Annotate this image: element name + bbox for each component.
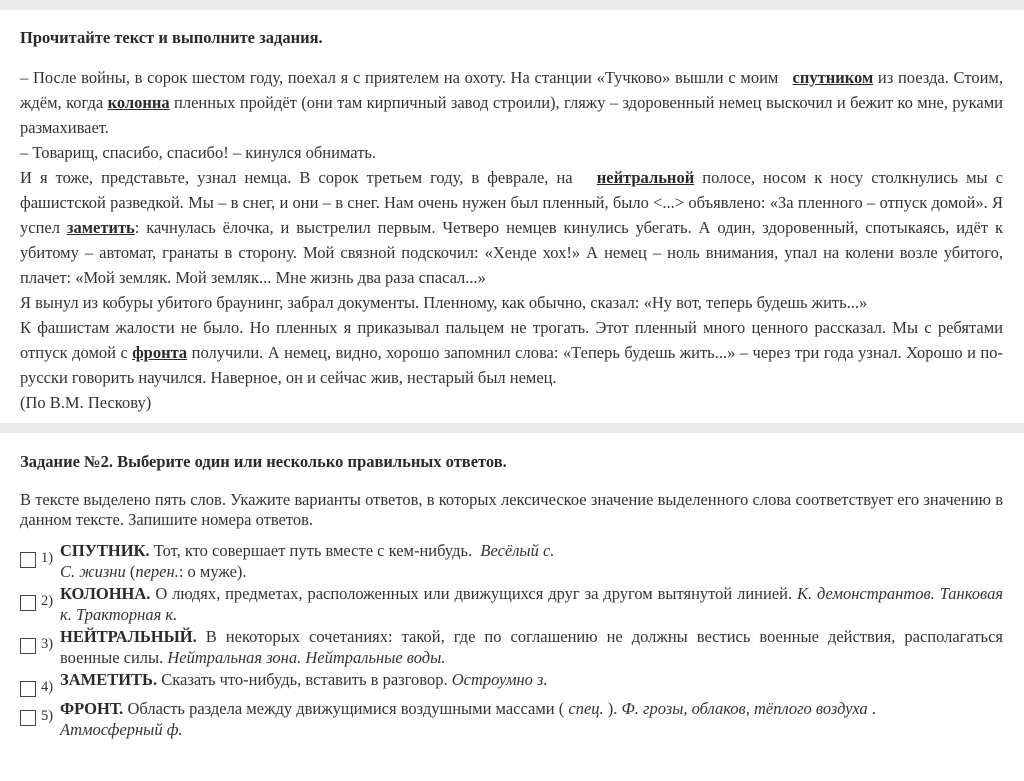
answer-checkbox-4[interactable] [20, 681, 36, 697]
reading-text [20, 65, 1003, 415]
option-text [60, 540, 1003, 582]
option-definition: Тот, кто совершает путь вместе с кем-нибудь. [153, 541, 473, 560]
paragraph-5-part-b: получили. А немец, видно, хорошо запомнил слова: «Теперь будешь жить...» – через три года узнал. Хорошо и по-русски говорить научился. Наверное, он и сейчас жив, нестарый был немец. [20, 343, 1003, 387]
answer-checkbox-2[interactable] [20, 595, 36, 611]
paragraph-3 [20, 165, 1003, 290]
answer-option-2[interactable] [20, 583, 1003, 625]
option-definition: Сказать что-нибудь, вставить в разговор. [161, 670, 448, 689]
option-term: ФРОНТ. [60, 699, 124, 718]
option-example: спец. [568, 699, 604, 718]
paragraph-1-part-a: – После войны, в сорок шестом году, поехал я с приятелем на охоту. На станции «Тучково» вышли с моим [20, 68, 779, 87]
task-heading: Задание №2. Выберите один или несколько правильных ответов. [20, 452, 507, 471]
paragraph-1 [20, 65, 1003, 140]
answer-options [20, 540, 1003, 740]
option-term: СПУТНИК. [60, 541, 150, 560]
source-attribution: (По В.М. Пескову) [20, 393, 152, 412]
option-number: 4) [41, 679, 54, 695]
paragraph-3-part-b: полосе, носом к носу столкнулись мы с фашистской разведкой. Мы – в снег, и они – в снег. Нам очень нужен был пленный, было <...> объявлено: «За пленного – отпуск домой». Я успел [20, 168, 1003, 237]
option-example: : о муже). [178, 562, 247, 581]
top-divider-band [0, 0, 1024, 10]
option-number: 5) [41, 708, 54, 724]
option-example: ). [607, 699, 618, 718]
task-card [0, 433, 1024, 740]
option-definition: В некоторых сочетаниях: такой, где по соглашению не должны вестись военные действия, располагаться военные силы. [60, 627, 1003, 667]
option-example: С. жизни [60, 562, 126, 581]
paragraph-2: – Товарищ, спасибо, спасибо! – кинулся обнимать. [20, 143, 377, 162]
option-text [60, 626, 1003, 668]
option-number: 2) [41, 593, 54, 609]
paragraph-1-part-b: из поезда. Стоим, ждём, когда [20, 68, 1003, 112]
option-example: Нейтральная зона. Нейтральные воды. [167, 648, 446, 667]
answer-checkbox-5[interactable] [20, 710, 36, 726]
reading-card [0, 10, 1024, 415]
option-definition: Область раздела между движущимися воздушными массами ( [127, 699, 565, 718]
paragraph-1-part-c: пленных пройдёт (они там кирпичный завод строили), гляжу – здоровенный немец выскочил и бежит ко мне, руками размахивает. [20, 93, 1004, 137]
option-example: . [871, 699, 876, 718]
option-example: Весёлый с. [480, 541, 555, 560]
option-term: НЕЙТРАЛЬНЫЙ. [60, 627, 197, 646]
reading-heading: Прочитайте текст и выполните задания. [20, 28, 323, 47]
answer-option-1[interactable] [20, 540, 1003, 582]
paragraph-4: Я вынул из кобуры убитого браунинг, забрал документы. Пленному, как обычно, сказал: «Ну вот, теперь будешь жить...» [20, 293, 868, 312]
paragraph-5-part-a: К фашистам жалости не было. Но пленных я приказывал пальцем не трогать. Этот пленный много ценного рассказал. Мы с ребятами отпуск домой с [20, 318, 1003, 362]
option-number: 1) [41, 550, 54, 566]
highlighted-word-fronta: фронта [132, 343, 188, 362]
highlighted-word-zametit: заметить [66, 218, 135, 237]
option-definition: О людях, предметах, расположенных или движущихся друг за другом вытянутой линией. [155, 584, 793, 603]
paragraph-5 [20, 315, 1003, 390]
option-example: Атмосферный ф. [60, 720, 183, 739]
highlighted-word-kolonna: колонна [107, 93, 170, 112]
option-example: перен. [135, 562, 179, 581]
option-term: КОЛОННА. [60, 584, 151, 603]
option-example: ( [129, 562, 136, 581]
option-example: К. демонстрантов. Танковая к. Тракторная к. [60, 584, 1004, 624]
answer-option-4[interactable] [20, 669, 1003, 697]
answer-option-3[interactable] [20, 626, 1003, 668]
paragraph-3-part-c: : качнулась ёлочка, и выстрелил первым. Четверо немцев кинулись убегать. А один, здоровенный, спотыкаясь, идёт к убитому – автомат, гранаты в сторону. Мой связной подскочил: «Хенде хох!» А немец – ноль внимания, упал на колени возле убитого, плачет: «Мой земляк. Мой земляк... Мне жизнь два раза спасал...» [20, 218, 1003, 287]
highlighted-word-neitralnoi: нейтральной [596, 168, 695, 187]
option-number: 3) [41, 636, 54, 652]
section-divider-band [0, 423, 1024, 433]
answer-option-5[interactable] [20, 698, 1003, 740]
answer-checkbox-3[interactable] [20, 638, 36, 654]
option-text [60, 583, 1003, 625]
option-example: Остроумно з. [451, 670, 548, 689]
option-example: Ф. грозы, облаков, тёплого воздуха [621, 699, 868, 718]
highlighted-word-sputnik: спутником [792, 68, 874, 87]
option-text [60, 698, 1003, 740]
task-instruction: В тексте выделено пять слов. Укажите варианты ответов, в которых лексическое значение выделенного слова соответствует его значению в данном тексте. Запишите номера ответов. [20, 490, 1003, 529]
answer-checkbox-1[interactable] [20, 552, 36, 568]
paragraph-3-part-a: И я тоже, представьте, узнал немца. В сорок третьем году, в феврале, на [20, 168, 573, 187]
option-text [60, 669, 1003, 690]
option-term: ЗАМЕТИТЬ. [60, 670, 158, 689]
